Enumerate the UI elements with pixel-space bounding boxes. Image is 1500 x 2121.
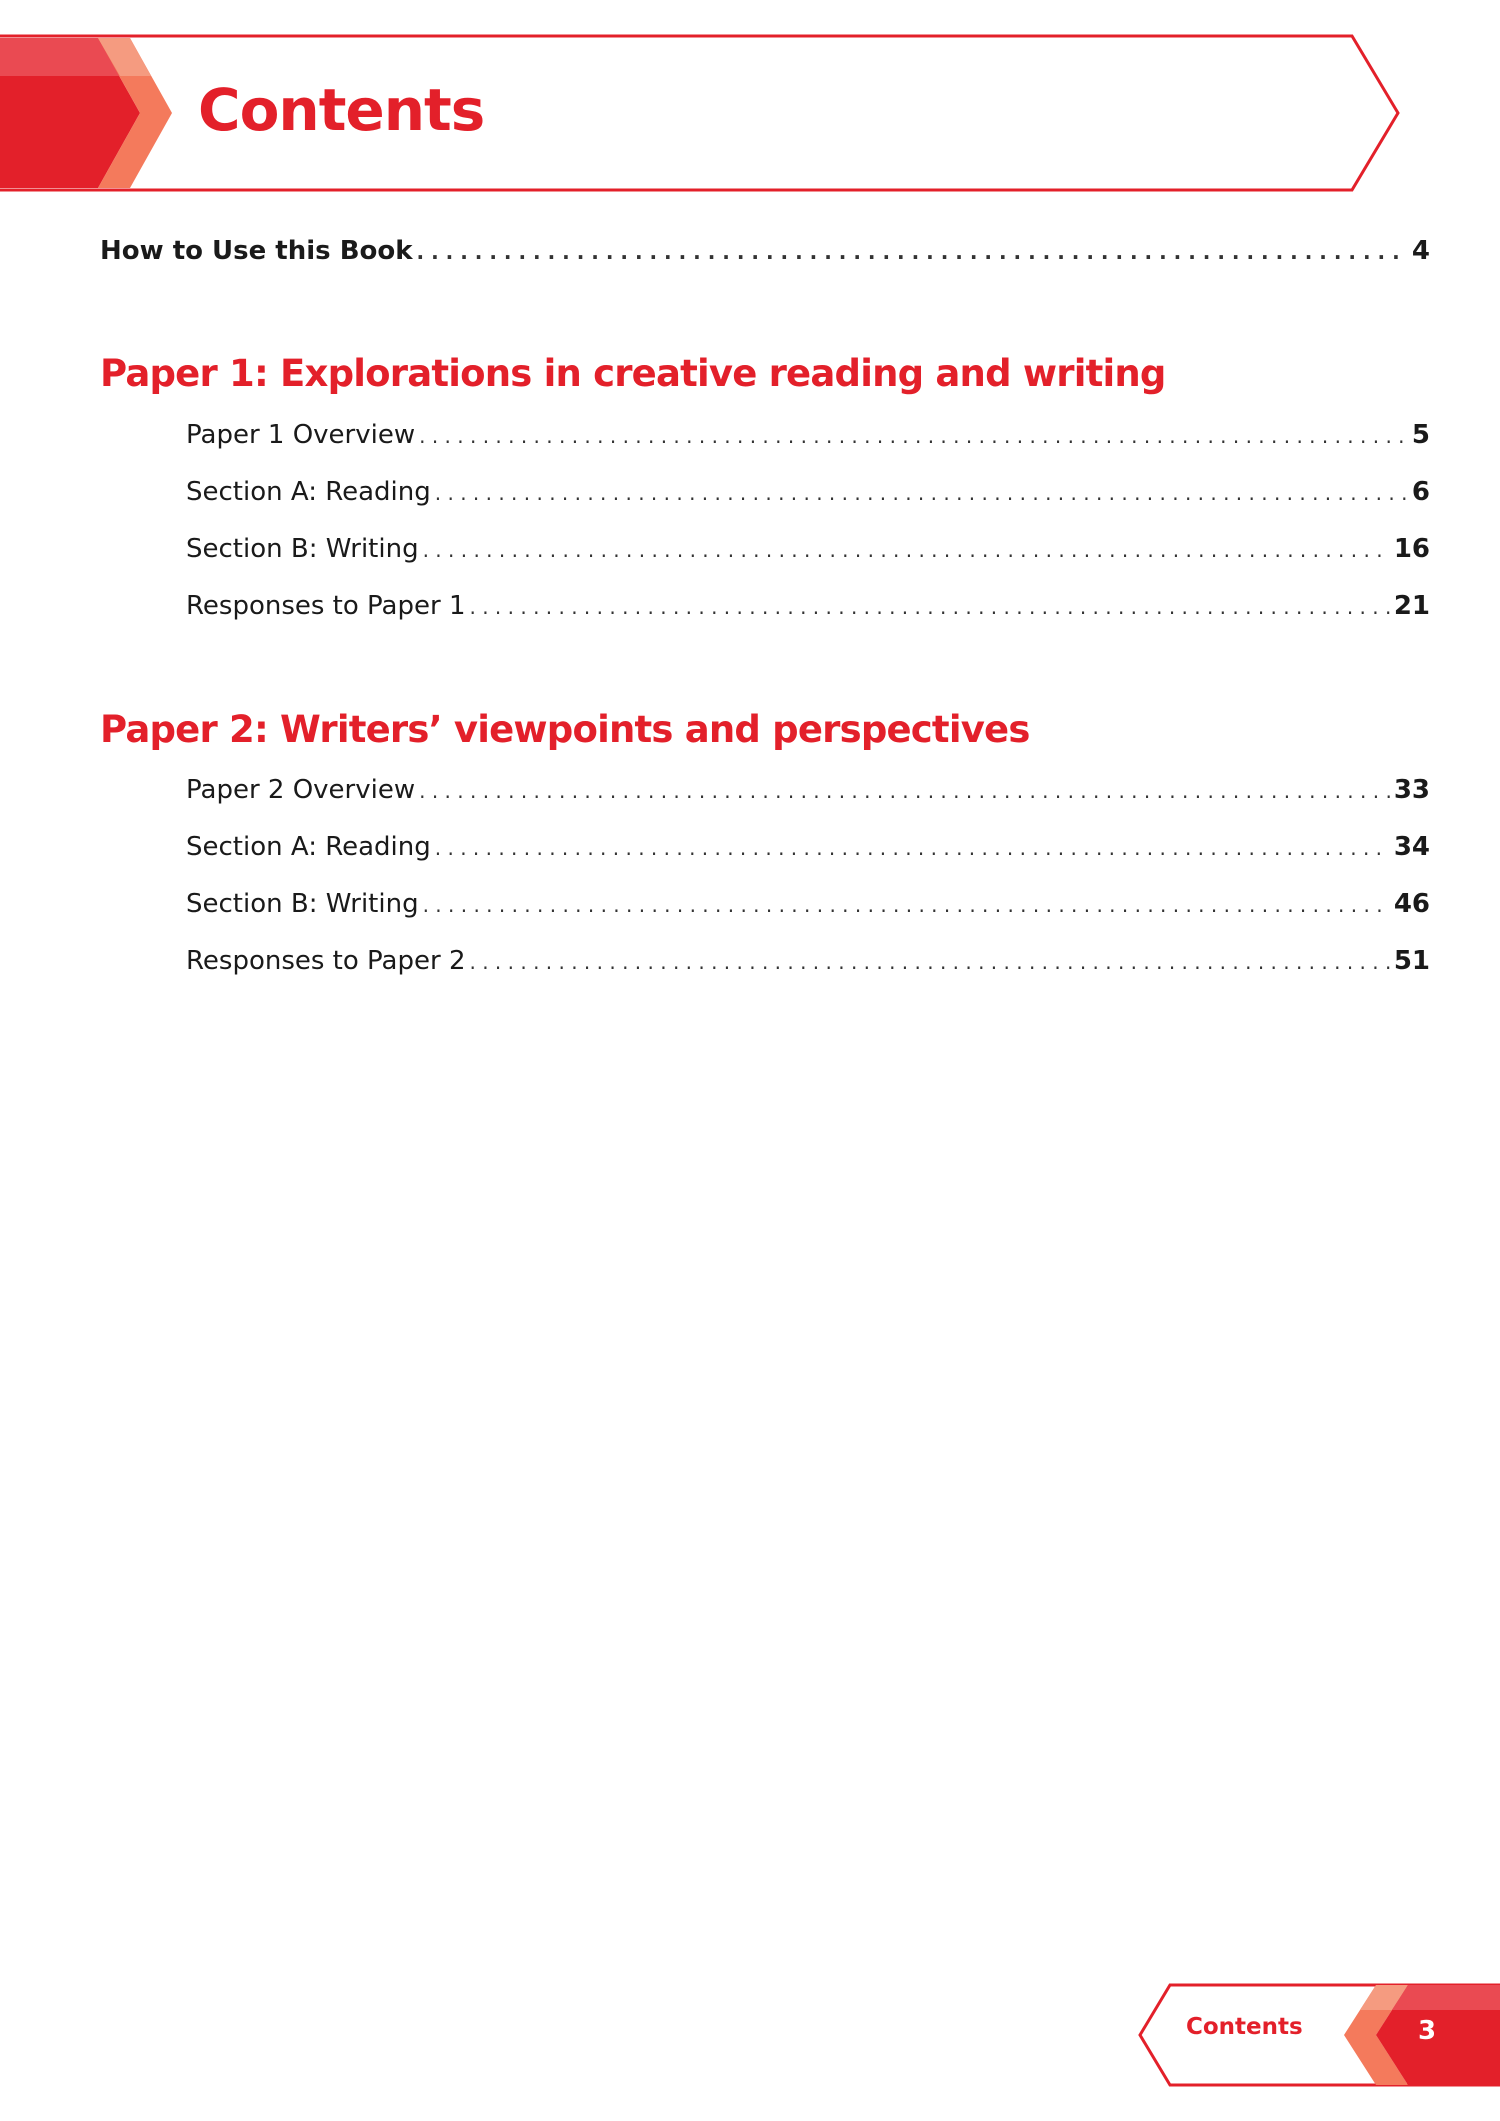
toc-entry-paper-1-section-a[interactable] [186,477,1430,517]
page-number: 3 [1418,2016,1437,2046]
toc-entry-how-to-use[interactable] [100,236,1430,276]
toc-entry-paper-2-section-b[interactable] [186,889,1430,929]
section-heading-paper-2: Paper 2: Writers’ viewpoints and perspectives [100,708,1030,751]
leader-dots [423,893,1390,917]
leader-dots [419,779,1390,803]
toc-entry-page: 51 [1393,946,1430,976]
leader-dots [435,836,1390,860]
toc-entry-paper-2-overview[interactable] [186,775,1430,815]
toc-entry-page: 5 [1411,420,1430,450]
toc-entry-page: 4 [1411,236,1430,266]
toc-entry-label: Section A: Reading [186,832,431,862]
toc-entry-page: 34 [1393,832,1430,862]
toc-entry-label: Section B: Writing [186,534,419,564]
toc-entry-label: Section A: Reading [186,477,431,507]
toc-entry-label: Paper 1 Overview [186,420,416,450]
leader-dots [417,240,1408,264]
toc-entry-paper-1-overview[interactable] [186,420,1430,460]
footer-section-label: Contents [1186,2014,1303,2040]
section-heading-paper-1: Paper 1: Explorations in creative reading and writing [100,352,1166,395]
toc-entry-label: Paper 2 Overview [186,775,416,805]
toc-entry-page: 46 [1393,889,1430,919]
leader-dots [423,538,1390,562]
toc-entry-label: Section B: Writing [186,889,419,919]
toc-entry-label: Responses to Paper 2 [186,946,466,976]
toc-entry-label: How to Use this Book [100,236,413,266]
toc-entry-paper-2-section-a[interactable] [186,832,1430,872]
toc-entry-page: 6 [1411,477,1430,507]
toc-entry-label: Responses to Paper 1 [186,591,466,621]
leader-dots [470,595,1390,619]
leader-dots [419,424,1408,448]
leader-dots [470,950,1390,974]
toc-entry-page: 21 [1393,591,1430,621]
toc-entry-responses-paper-2[interactable] [186,946,1430,986]
toc-entry-page: 33 [1393,775,1430,805]
toc-entry-paper-1-section-b[interactable] [186,534,1430,574]
toc-entry-page: 16 [1393,534,1430,564]
toc-entry-responses-paper-1[interactable] [186,591,1430,631]
page-title: Contents [198,76,485,144]
leader-dots [435,481,1408,505]
